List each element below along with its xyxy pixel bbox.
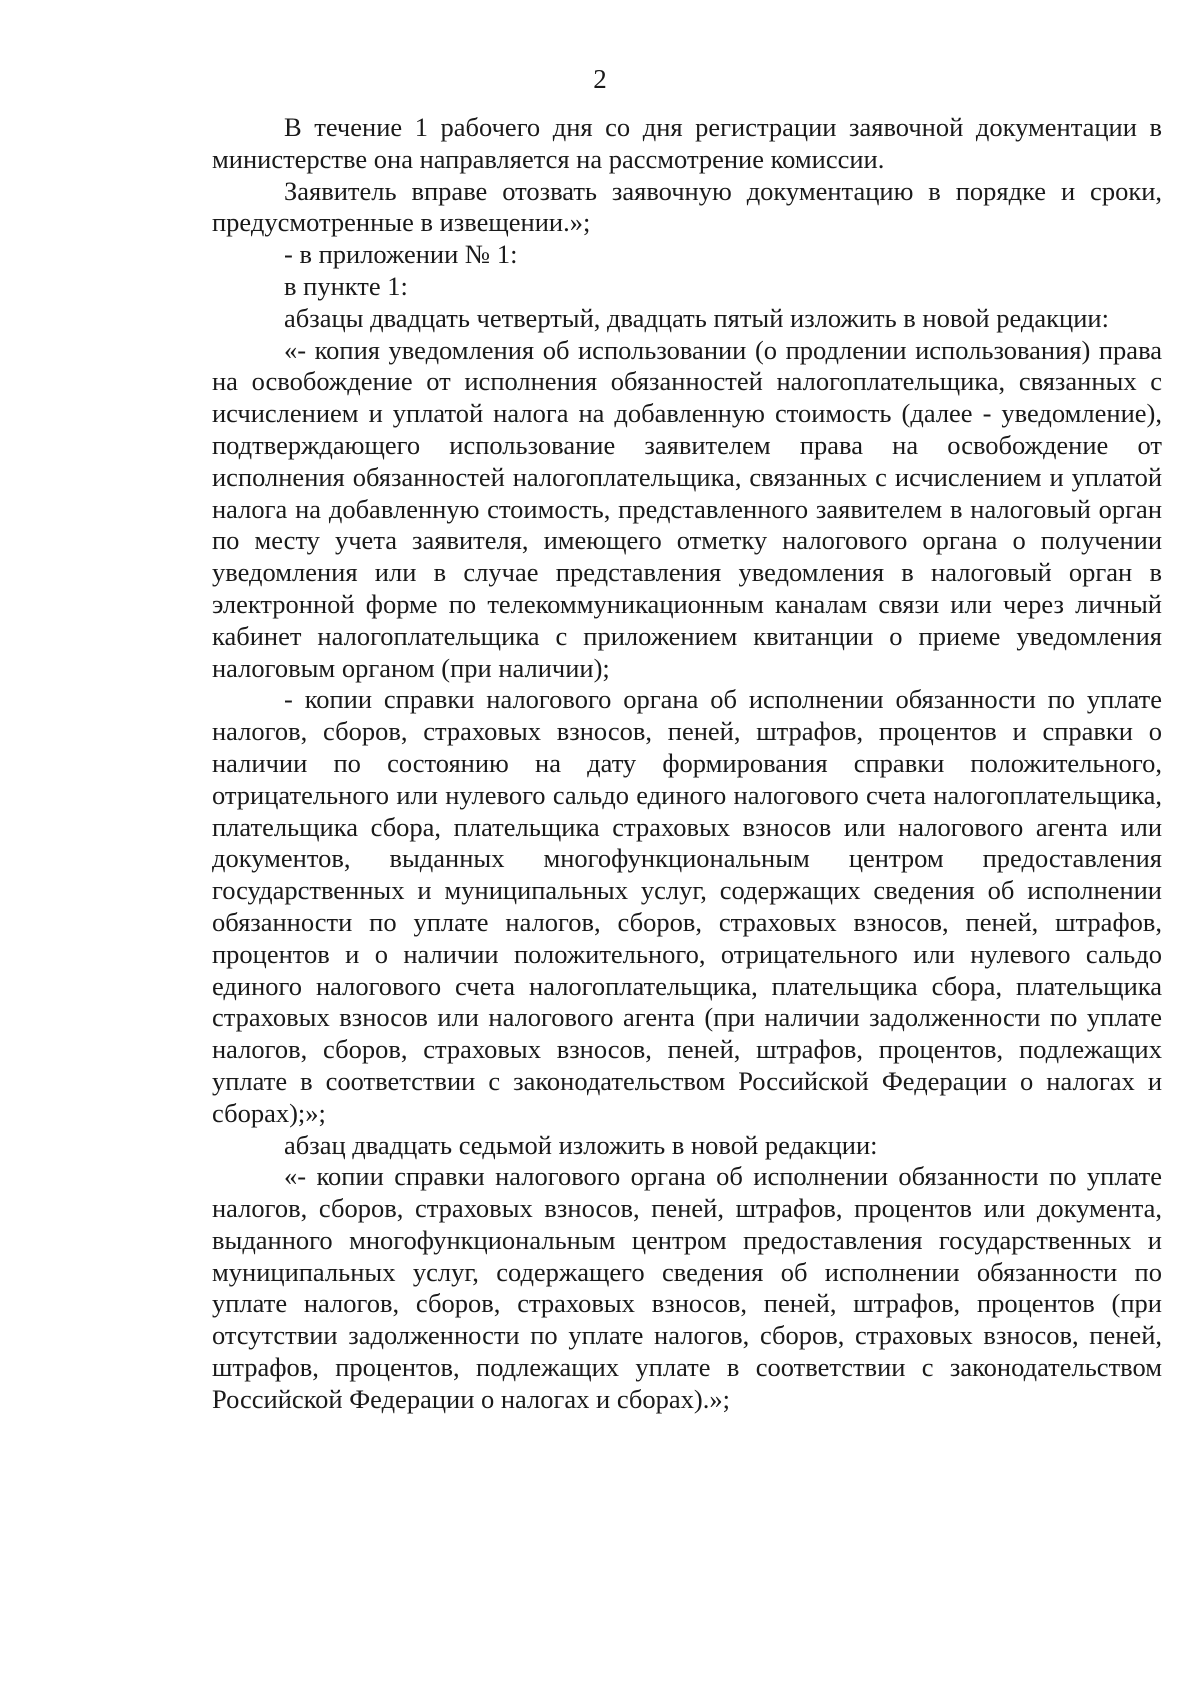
- paragraph-amend-24-25: абзацы двадцать четвертый, двадцать пятый изложить в новой редакции:: [284, 302, 1109, 333]
- paragraph-registration-term: В течение 1 рабочего дня со дня регистрации заявочной документации в министерстве она направляется на рассмотрение комиссии.: [212, 112, 1162, 174]
- paragraph-item-1: в пункте 1:: [284, 270, 408, 301]
- paragraph-tax-certificate-copies: - копии справки налогового органа об исполнении обязанности по уплате налогов, сборов, страховых взносов, пеней, штрафов, процентов и справки о наличии по состоянию на дату формирования справки положительного, отрицательного или нулевого сальдо единого налогового счета налогоплательщика, плательщика сбора, плательщика страховых взносов или налогового агента или документов, выданных многофункциональным центром предоставления государственных и муниципальных услуг, содержащих сведения об исполнении обязанности по уплате налогов, сборов, страховых взносов, пеней, штрафов, процентов и о наличии положительного, отрицательного или нулевого сальдо единого налогового счета налогоплательщика, плательщика сбора, плательщика страховых взносов или налогового агента (при наличии задолженности по уплате налогов, сборов, страховых взносов, пеней, штрафов, процентов, подлежащих уплате в соответствии с законодательством Российской Федерации о налогах и сборах);»;: [212, 684, 1162, 1128]
- document-body: [212, 112, 1162, 1416]
- paragraph-appendix-1: - в приложении № 1:: [284, 239, 518, 270]
- paragraph-withdrawal-right: Заявитель вправе отозвать заявочную документацию в порядке и сроки, предусмотренные в извещении.»;: [212, 175, 1162, 238]
- paragraph-vat-notice-copy: «- копия уведомления об использовании (о продлении использования) права на освобождение от исполнения обязанностей налогоплательщика, связанных с исчислением и уплатой налога на добавленную стоимость (далее - уведомление), подтверждающего использование заявителем права на освобождение от исполнения обязанностей налогоплательщика, связанных с исчислением и уплатой налога на добавленную стоимость, представленного заявителем в налоговый орган по месту учета заявителя, имеющего отметку налогового органа о получении уведомления или в случае представления уведомления в налоговый орган в электронной форме по телекоммуникационным каналам связи или через личный кабинет налогоплательщика с приложением квитанции о приеме уведомления налоговым органом (при наличии);: [212, 334, 1162, 683]
- page-number: 2: [593, 64, 607, 94]
- paragraph-amend-27: абзац двадцать седьмой изложить в новой редакции:: [284, 1129, 878, 1160]
- paragraph-tax-certificate-no-debt: «- копии справки налогового органа об исполнении обязанности по уплате налогов, сборов, страховых взносов, пеней, штрафов, процентов или документа, выданного многофункциональным центром предоставления государственных и муниципальных услуг, содержащего сведения об исполнении обязанности по уплате налогов, сборов, страховых взносов, пеней, штрафов, процентов (при отсутствии задолженности по уплате налогов, сборов, страховых взносов, пеней, штрафов, процентов, подлежащих уплате в соответствии с законодательством Российской Федерации о налогах и сборах).»;: [212, 1161, 1162, 1414]
